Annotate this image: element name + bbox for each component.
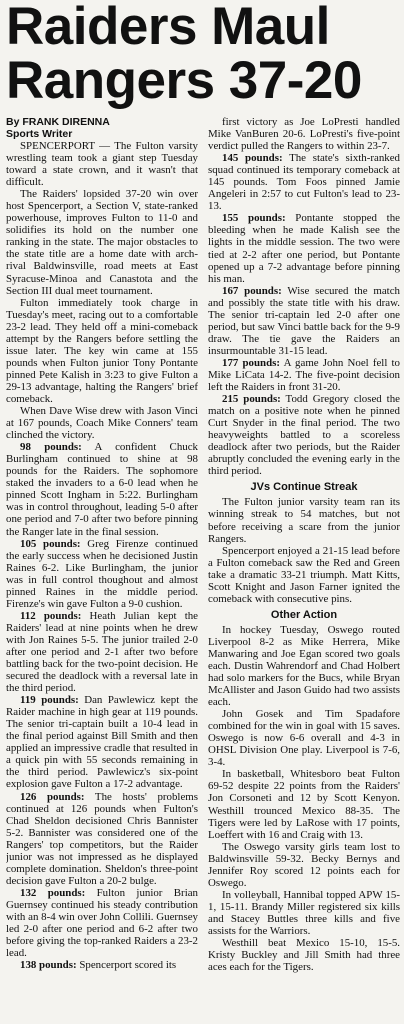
weight-class-lead: 112 pounds: (20, 609, 82, 622)
paragraph: 138 pounds: Spencerport scored its (20, 959, 177, 972)
weight-class-lead: 138 pounds: (20, 959, 77, 972)
paragraph: The Oswego varsity girls team lost to Baldwinsville 59-32. Becky Bernys and Jennifer Roy scored 12 points each for Oswego. (208, 840, 400, 889)
paragraph: 155 pounds: Pontante stopped the bleeding when he made Kalish see the lights in the middle session. The two were tied at 2-2 after one period, but Pontante opened up a 7-2 advantage before pinning his man. (208, 212, 400, 285)
paragraph: 98 pounds: A confident Chuck Burlingham continued to shine at 98 pounds for the Raiders. The sophomore staked the invaders to a 6-0 lead when he pinned Scott Ingham in 5:22. Burlingham was in control throughout, leading 5-0 after one period and 7-0 after two before pinning the Ranger late in the final session. (6, 441, 198, 538)
subheading-other-action: Other Action (270, 608, 338, 621)
paragraph: 112 pounds: Heath Julian kept the Raiders' lead at nine points when he drew with Jon Raines 5-5. The junior trailed 2-0 after one period and 2-1 after two before battling back for the two-point decision. He secured the deadlock with a reversal late in the third period. (6, 609, 198, 695)
weight-class-lead: 215 pounds: (222, 393, 281, 406)
paragraph: The Fulton junior varsity team ran its winning streak to 54 matches, but not before receiving a scare from the junior Rangers. (208, 496, 400, 545)
headline-line-2: Rangers 37-20 (6, 51, 362, 110)
paragraph: SPENCERPORT — The Fulton varsity wrestling team took a giant step Tuesday toward a state crown, and it wasn't that difficult. (6, 140, 198, 189)
weight-class-lead: 132 pounds: (20, 886, 86, 899)
paragraph: The Raiders' lopsided 37-20 win over host Spencerport, a Section V, state-ranked powerhouse, improves Fulton to 11-0 and solidifies its hold on the number one ranking in the state. The major obstacles to the state title are a home date with arch-rival Baldwinsville, road meets at East Syracuse-Minoa and Canastota and the Section III dual meet tournament. (6, 188, 198, 297)
paragraph: 167 pounds: Wise secured the match and possibly the state title with his draw. The senior tri-captain led 2-0 after one period, but saw Vinci battle back for the 9-9 draw. The tie gave the Raiders an insurmountable 31-15 lead. (208, 284, 400, 357)
weight-class-lead: 155 pounds: (222, 212, 286, 225)
paragraph: John Gosek and Tim Spadafore combined for the win in goal with 15 saves. Oswego is now 6-6 overall and 4-3 in OHSL Division One play. Liverpool is 7-6, 3-4. (208, 708, 400, 769)
paragraph: 145 pounds: The state's sixth-ranked squad continued its temporary comeback at 145 pounds. Tom Foos pinned Jamie Angeleri in 2:57 to cut Fulton's lead to 23-13. (208, 152, 400, 213)
paragraph: first victory as Joe LoPresti handled Mike VanBuren 20-6. LoPresti's five-point verdict pulled the Rangers to within 23-7. (208, 116, 400, 153)
paragraph: In basketball, Whitesboro beat Fulton 69-52 despite 22 points from the Raiders' Jon Corsoneti and 12 by Scott Kenyon. Westhill trounced Mexico 88-35. The Tigers were led by LaRose with 17 points, Loeffert with 16 and Craig with 13. (208, 768, 400, 841)
article-columns (6, 116, 400, 1024)
paragraph: Spencerport enjoyed a 21-15 lead before a Fulton comeback saw the Red and Green take a dramatic 33-21 triumph. Matt Kitts, Scott Knight and Jason Farner ignited the comeback with consecutive pins. (208, 544, 400, 605)
paragraph: In hockey Tuesday, Oswego routed Liverpool 8-2 as Mike Herrera, Mike Manwaring and Joe Egan scored two goals each. Dustin Wahrendorf and Chad Holbert had solo markers for the Bucs, while Bryan McAllister and Jason Guido had two assists each. (208, 623, 400, 709)
paragraph: When Dave Wise drew with Jason Vinci at 167 pounds, Coach Mike Conners' team clinched the victory. (6, 405, 198, 442)
paragraph: In volleyball, Hannibal topped APW 15-1, 15-11. Brandy Miller registered six kills and Stacey Buttles three kills and five assists for the Warriors. (208, 888, 400, 937)
weight-class-lead: 98 pounds: (20, 441, 82, 454)
paragraph: 119 pounds: Dan Pawlewicz kept the Raider machine in high gear at 119 pounds. The senior tri-captain built a 10-4 lead in the final period against Bill Smith and then applied an impressive cradle that resulted in a quick pin with 55 seconds remaining in the third period. Pawlewicz's six-point explosion gave Fulton a 17-2 advantage. (6, 694, 198, 791)
weight-class-lead: 126 pounds: (20, 790, 85, 803)
weight-class-lead: 119 pounds: (20, 694, 79, 707)
paragraph: 132 pounds: Fulton junior Brian Guernsey continued his steady contribution with an 8-4 win over John Collili. Guernsey led 2-0 after one period and 6-2 after two before giving the top-ranked Raiders a 23-2 lead. (6, 886, 198, 960)
column-left (6, 116, 198, 1024)
paragraph: Fulton immediately took charge in Tuesday's meet, racing out to a comfortable 23-2 lead. They held off a mini-comeback attempt by the Rangers before settling the issue later. The key win came at 155 pounds when Fulton junior Tony Pontante pinned Pete Kalish in 3:23 to give Fulton a 29-13 advantage, halting the Rangers' brief comeback. (6, 296, 198, 405)
column-right (208, 116, 400, 1024)
weight-class-lead: 105 pounds: (20, 537, 81, 550)
paragraph: 177 pounds: A game John Noel fell to Mike LiCata 14-2. The five-point decision left the Raiders in front 31-20. (208, 356, 400, 394)
subheading-jv: JVs Continue Streak (250, 481, 358, 494)
headline-line-1: Raiders Maul (6, 0, 330, 56)
weight-class-lead: 167 pounds: (222, 284, 282, 297)
paragraph: Westhill beat Mexico 15-10, 15-5. Kristy Buckley and Jill Smith had three aces each for the Tigers. (208, 937, 400, 974)
paragraph: 105 pounds: Greg Firenze continued the early success when he decisioned Justin Raines 6-2. Like Burlingham, the junior was in full control thoughout and almost pinned Raines in the middle period. Firenze's win gave Fulton a 9-0 cushion. (6, 537, 198, 610)
weight-class-lead: 177 pounds: (222, 356, 281, 369)
paragraph: 126 pounds: The hosts' problems continued at 126 pounds when Fulton's Chad Sheldon decisioned Chris Bannister 5-2. Bannister was considered one of the Rangers' top competitors, but the Raider junior was not impressed as he displayed complete domination. Sheldon's three-point decision gave Fulton a 20-2 bulge. (6, 790, 198, 887)
paragraph: 215 pounds: Todd Gregory closed the match on a positive note when he pinned Curt Snyder in the final period. The two heavyweights battled to a scoreless deadlock after two periods, but the Raider abruptly concluded the evening early in the third period. (208, 393, 400, 478)
byline: By FRANK DIRENNA (6, 116, 110, 128)
byline-role: Sports Writer (6, 128, 73, 140)
weight-class-lead: 145 pounds: (222, 152, 283, 165)
